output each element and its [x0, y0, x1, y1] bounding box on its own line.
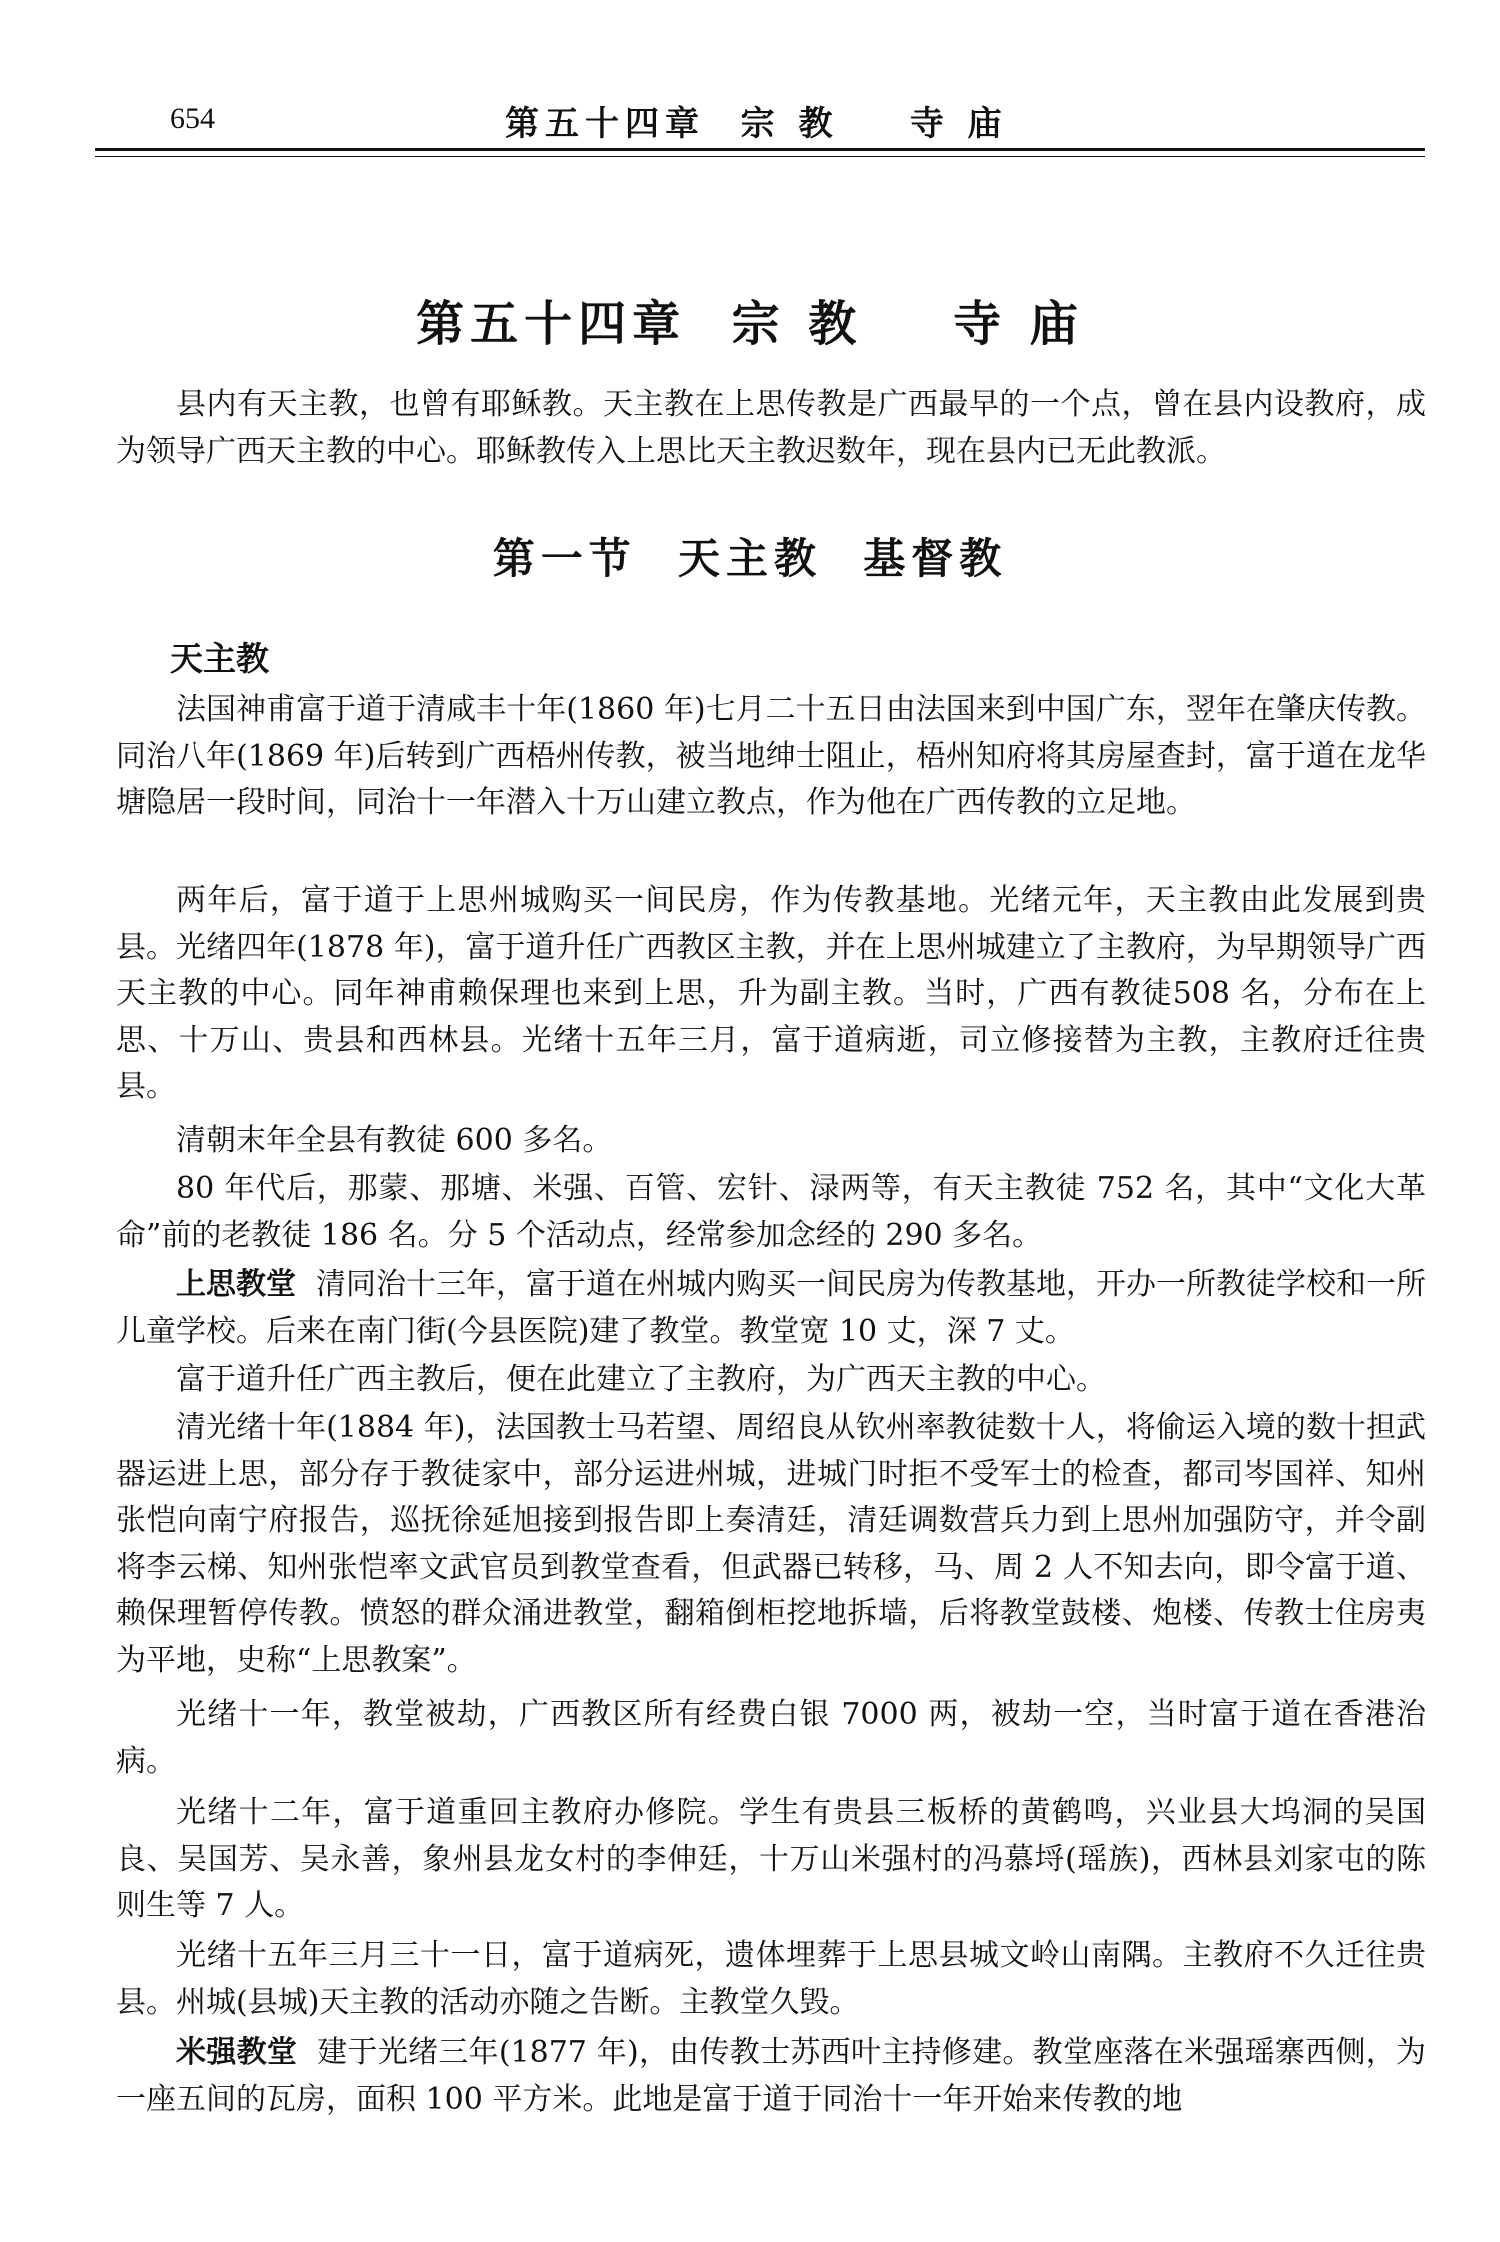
body-paragraph: [116, 878, 1426, 1111]
header-rule-thick: [95, 148, 1425, 151]
body-paragraph: [116, 1692, 1426, 1785]
body-paragraph: [116, 1405, 1426, 1684]
paragraph-text: 光绪十二年，富于道重回主教府办修院。学生有贵县三板桥的黄鹤鸣，兴业县大坞洞的吴国良、吴国芳、吴永善，象州县龙女村的李伸廷，十万山米强村的冯慕埒(瑶族)，西林县刘家屯的陈则生等 7 人。: [116, 1795, 1426, 1923]
paragraph-text: 清同治十三年，富于道在州城内购买一间民房为传教基地，开办一所教徒学校和一所儿童学校。后来在南门街(今县医院)建了教堂。教堂宽 10 丈，深 7 丈。: [116, 1267, 1426, 1349]
paragraph-text: 光绪十一年，教堂被劫，广西教区所有经费白银 7000 两，被劫一空，当时富于道在香港治病。: [116, 1697, 1426, 1779]
page-number: 654: [170, 102, 215, 135]
body-paragraph: [116, 687, 1426, 827]
paragraph-text: 法国神甫富于道于清咸丰十年(1860 年)七月二十五日由法国来到中国广东，翌年在肇庆传教。同治八年(1869 年)后转到广西梧州传教，被当地绅士阻止，梧州知府将其房屋查封，富于道在龙华塘隐居一段时间，同治十一年潜入十万山建立教点，作为他在广西传教的立足地。: [116, 692, 1426, 820]
body-paragraph: [116, 1262, 1426, 1355]
body-paragraph: [116, 1166, 1426, 1259]
header-rule-thin: [95, 156, 1425, 157]
body-paragraph: [116, 2030, 1426, 2123]
running-head-title: 第五十四章 宗 教 寺 庙: [505, 104, 1008, 144]
church-heading: 上思教堂: [176, 1267, 296, 1302]
paragraph-text: 清光绪十年(1884 年)，法国教士马若望、周绍良从钦州率教徒数十人，将偷运入境的数十担武器运进上思，部分存于教徒家中，部分运进州城，进城门时拒不受军士的检查，都司岑国祥、知州张恺向南宁府报告，巡抚徐延旭接到报告即上奏清廷，清廷调数营兵力到上思州加强防守，并令副将李云梯、知州张恺率文武官员到教堂查看，但武器已转移，马、周 2 人不知去向，即令富于道、赖保理暂停传教。愤怒的群众涌进教堂，翻箱倒柜挖地拆墙，后将教堂鼓楼、炮楼、传教士住房夷为平地，史称“上思教案”。: [116, 1410, 1426, 1678]
church-heading: 米强教堂: [176, 2035, 298, 2070]
body-paragraph: [116, 1933, 1426, 2026]
chapter-title: 第五十四章 宗 教 寺 庙: [416, 296, 1084, 352]
body-paragraph: [116, 1118, 1426, 1165]
subsection-title: 天主教: [170, 639, 269, 678]
running-head: [100, 92, 1425, 144]
paragraph-text: 清朝末年全县有教徒 600 多名。: [176, 1123, 613, 1158]
paragraph-text: 两年后，富于道于上思州城购买一间民房，作为传教基地。光绪元年，天主教由此发展到贵县。光绪四年(1878 年)，富于道升任广西教区主教，并在上思州城建立了主教府，为早期领导广西天主教的中心。同年神甫赖保理也来到上思，升为副主教。当时，广西有教徒508 名，分布在上思、十万山、贵县和西林县。光绪十五年三月，富于道病逝，司立修接替为主教，主教府迁往贵县。: [116, 883, 1426, 1104]
body-paragraph: [116, 1357, 1426, 1404]
paragraph-text: 富于道升任广西主教后，便在此建立了主教府，为广西天主教的中心。: [176, 1362, 1106, 1397]
paragraph-text: 80 年代后，那蒙、那塘、米强、百管、宏针、渌两等，有天主教徒 752 名，其中“文化大革命”前的老教徒 186 名。分 5 个活动点，经常参加念经的 290 多名。: [116, 1171, 1426, 1253]
intro-paragraph: 县内有天主教，也曾有耶稣教。天主教在上思传教是广西最早的一个点，曾在县内设教府，成为领导广西天主教的中心。耶稣教传入上思比天主教迟数年，现在县内已无此教派。: [116, 387, 1426, 469]
section-title: 第一节 天主教 基督教: [492, 534, 1008, 583]
body-paragraph: [116, 1790, 1426, 1930]
paragraph-text: 光绪十五年三月三十一日，富于道病死，遗体埋葬于上思县城文岭山南隅。主教府不久迁往贵县。州城(县城)天主教的活动亦随之告断。主教堂久毁。: [116, 1938, 1426, 2020]
paragraph-text: 建于光绪三年(1877 年)，由传教士苏西叶主持修建。教堂座落在米强瑶寨西侧，为一座五间的瓦房，面积 100 平方米。此地是富于道于同治十一年开始来传教的地: [116, 2035, 1427, 2117]
